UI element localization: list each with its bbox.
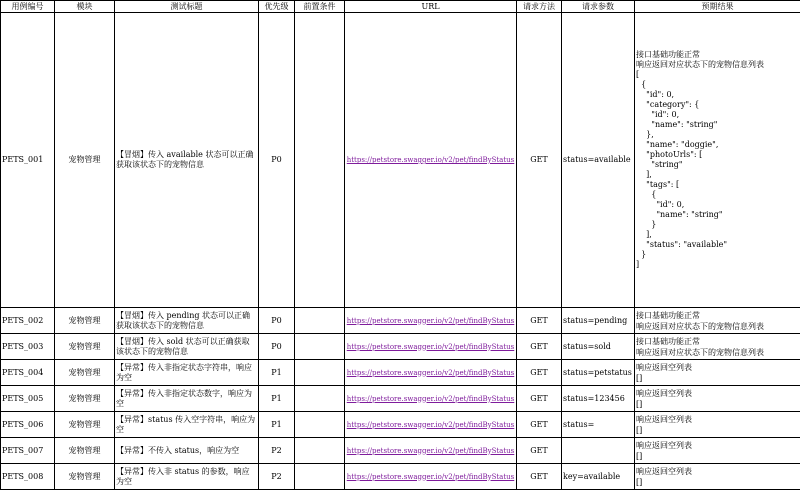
method: GET [517,412,562,438]
params [562,438,635,464]
case-title: 【冒烟】传入 pending 状态可以正确获取该状态下的宠物信息 [115,308,259,334]
method: GET [517,334,562,360]
expected-result: 响应返回空列表 [] [635,464,800,490]
table-row [1,334,800,360]
method: GET [517,438,562,464]
method: GET [517,13,562,308]
method: GET [517,386,562,412]
params: status=123456 [562,386,635,412]
precondition [295,13,345,308]
table-row [1,412,800,438]
url-link[interactable]: https://petstore.swagger.io/v2/pet/findByStatus [346,156,515,164]
table-row [1,308,800,334]
url-cell [345,464,517,490]
priority: P2 [259,438,295,464]
module: 宠物管理 [55,438,115,464]
url-link[interactable]: https://petstore.swagger.io/v2/pet/findByStatus [346,472,515,481]
module: 宠物管理 [55,334,115,360]
case-title: 【异常】传入非指定状态数字，响应为空 [115,386,259,412]
module: 宠物管理 [55,360,115,386]
table-row [1,13,800,308]
case-id: PETS_002 [1,308,55,334]
header-params: 请求参数 [562,1,635,13]
module: 宠物管理 [55,386,115,412]
expected-result: 响应返回空列表 [] [635,386,800,412]
table-row [1,438,800,464]
url-cell [345,360,517,386]
method: GET [517,360,562,386]
url-cell [345,13,517,308]
expected-result: 接口基础功能正常 响应返回对应状态下的宠物信息列表 [ { "id": 0, "category": { "id": 0, "name": "string" }, "name": "doggie", "photoUrls": [ "string" ], "tags": [ { "id": 0, "name": "string" } ], "status": "available" } ] [635,13,800,308]
header-row [1,1,800,13]
url-cell [345,308,517,334]
header-priority: 优先级 [259,1,295,13]
params: status= [562,412,635,438]
case-title: 【异常】传入非 status 的参数，响应为空 [115,464,259,490]
module: 宠物管理 [55,13,115,308]
case-id: PETS_003 [1,334,55,360]
params: status=sold [562,334,635,360]
params: status=available [562,13,635,308]
method: GET [517,464,562,490]
priority: P0 [259,334,295,360]
case-id: PETS_007 [1,438,55,464]
module: 宠物管理 [55,412,115,438]
params: status=pending [562,308,635,334]
priority: P0 [259,13,295,308]
precondition [295,334,345,360]
priority: P1 [259,386,295,412]
header-url: URL [345,1,517,13]
url-link[interactable]: https://petstore.swagger.io/v2/pet/findByStatus [346,446,515,455]
header-method: 请求方法 [517,1,562,13]
header-title: 测试标题 [115,1,259,13]
case-title: 【异常】传入非指定状态字符串，响应为空 [115,360,259,386]
url-link[interactable]: https://petstore.swagger.io/v2/pet/findByStatus [346,394,515,403]
priority: P1 [259,412,295,438]
url-link[interactable]: https://petstore.swagger.io/v2/pet/findByStatus [346,368,515,377]
module: 宠物管理 [55,308,115,334]
case-title: 【异常】status 传入空字符串，响应为空 [115,412,259,438]
precondition [295,308,345,334]
case-id: PETS_005 [1,386,55,412]
url-link[interactable]: https://petstore.swagger.io/v2/pet/findByStatus [346,420,515,429]
case-id: PETS_008 [1,464,55,490]
url-cell [345,412,517,438]
header-precondition: 前置条件 [295,1,345,13]
url-link[interactable]: https://petstore.swagger.io/v2/pet/findByStatus [346,342,515,351]
url-link[interactable]: https://petstore.swagger.io/v2/pet/findByStatus [346,316,515,325]
params: status=petstatus [562,360,635,386]
case-id: PETS_006 [1,412,55,438]
table-row [1,360,800,386]
table-row [1,386,800,412]
params: key=available [562,464,635,490]
precondition [295,464,345,490]
header-case-id: 用例编号 [1,1,55,13]
url-cell [345,386,517,412]
expected-result: 接口基础功能正常 响应返回对应状态下的宠物信息列表 [635,334,800,360]
case-id: PETS_001 [1,13,55,308]
expected-result: 响应返回空列表 [] [635,438,800,464]
expected-result: 响应返回空列表 [] [635,412,800,438]
case-title: 【冒烟】传入 available 状态可以正确获取该状态下的宠物信息 [115,13,259,308]
case-title: 【冒烟】传入 sold 状态可以正确获取该状态下的宠物信息 [115,334,259,360]
case-title: 【异常】不传入 status，响应为空 [115,438,259,464]
expected-result: 响应返回空列表 [] [635,360,800,386]
table-row [1,464,800,490]
priority: P2 [259,464,295,490]
header-module: 模块 [55,1,115,13]
priority: P1 [259,360,295,386]
module: 宠物管理 [55,464,115,490]
precondition [295,438,345,464]
priority: P0 [259,308,295,334]
precondition [295,360,345,386]
precondition [295,412,345,438]
header-expected: 预期结果 [635,1,800,13]
method: GET [517,308,562,334]
precondition [295,386,345,412]
case-id: PETS_004 [1,360,55,386]
url-cell [345,334,517,360]
expected-result: 接口基础功能正常 响应返回对应状态下的宠物信息列表 [635,308,800,334]
url-cell [345,438,517,464]
